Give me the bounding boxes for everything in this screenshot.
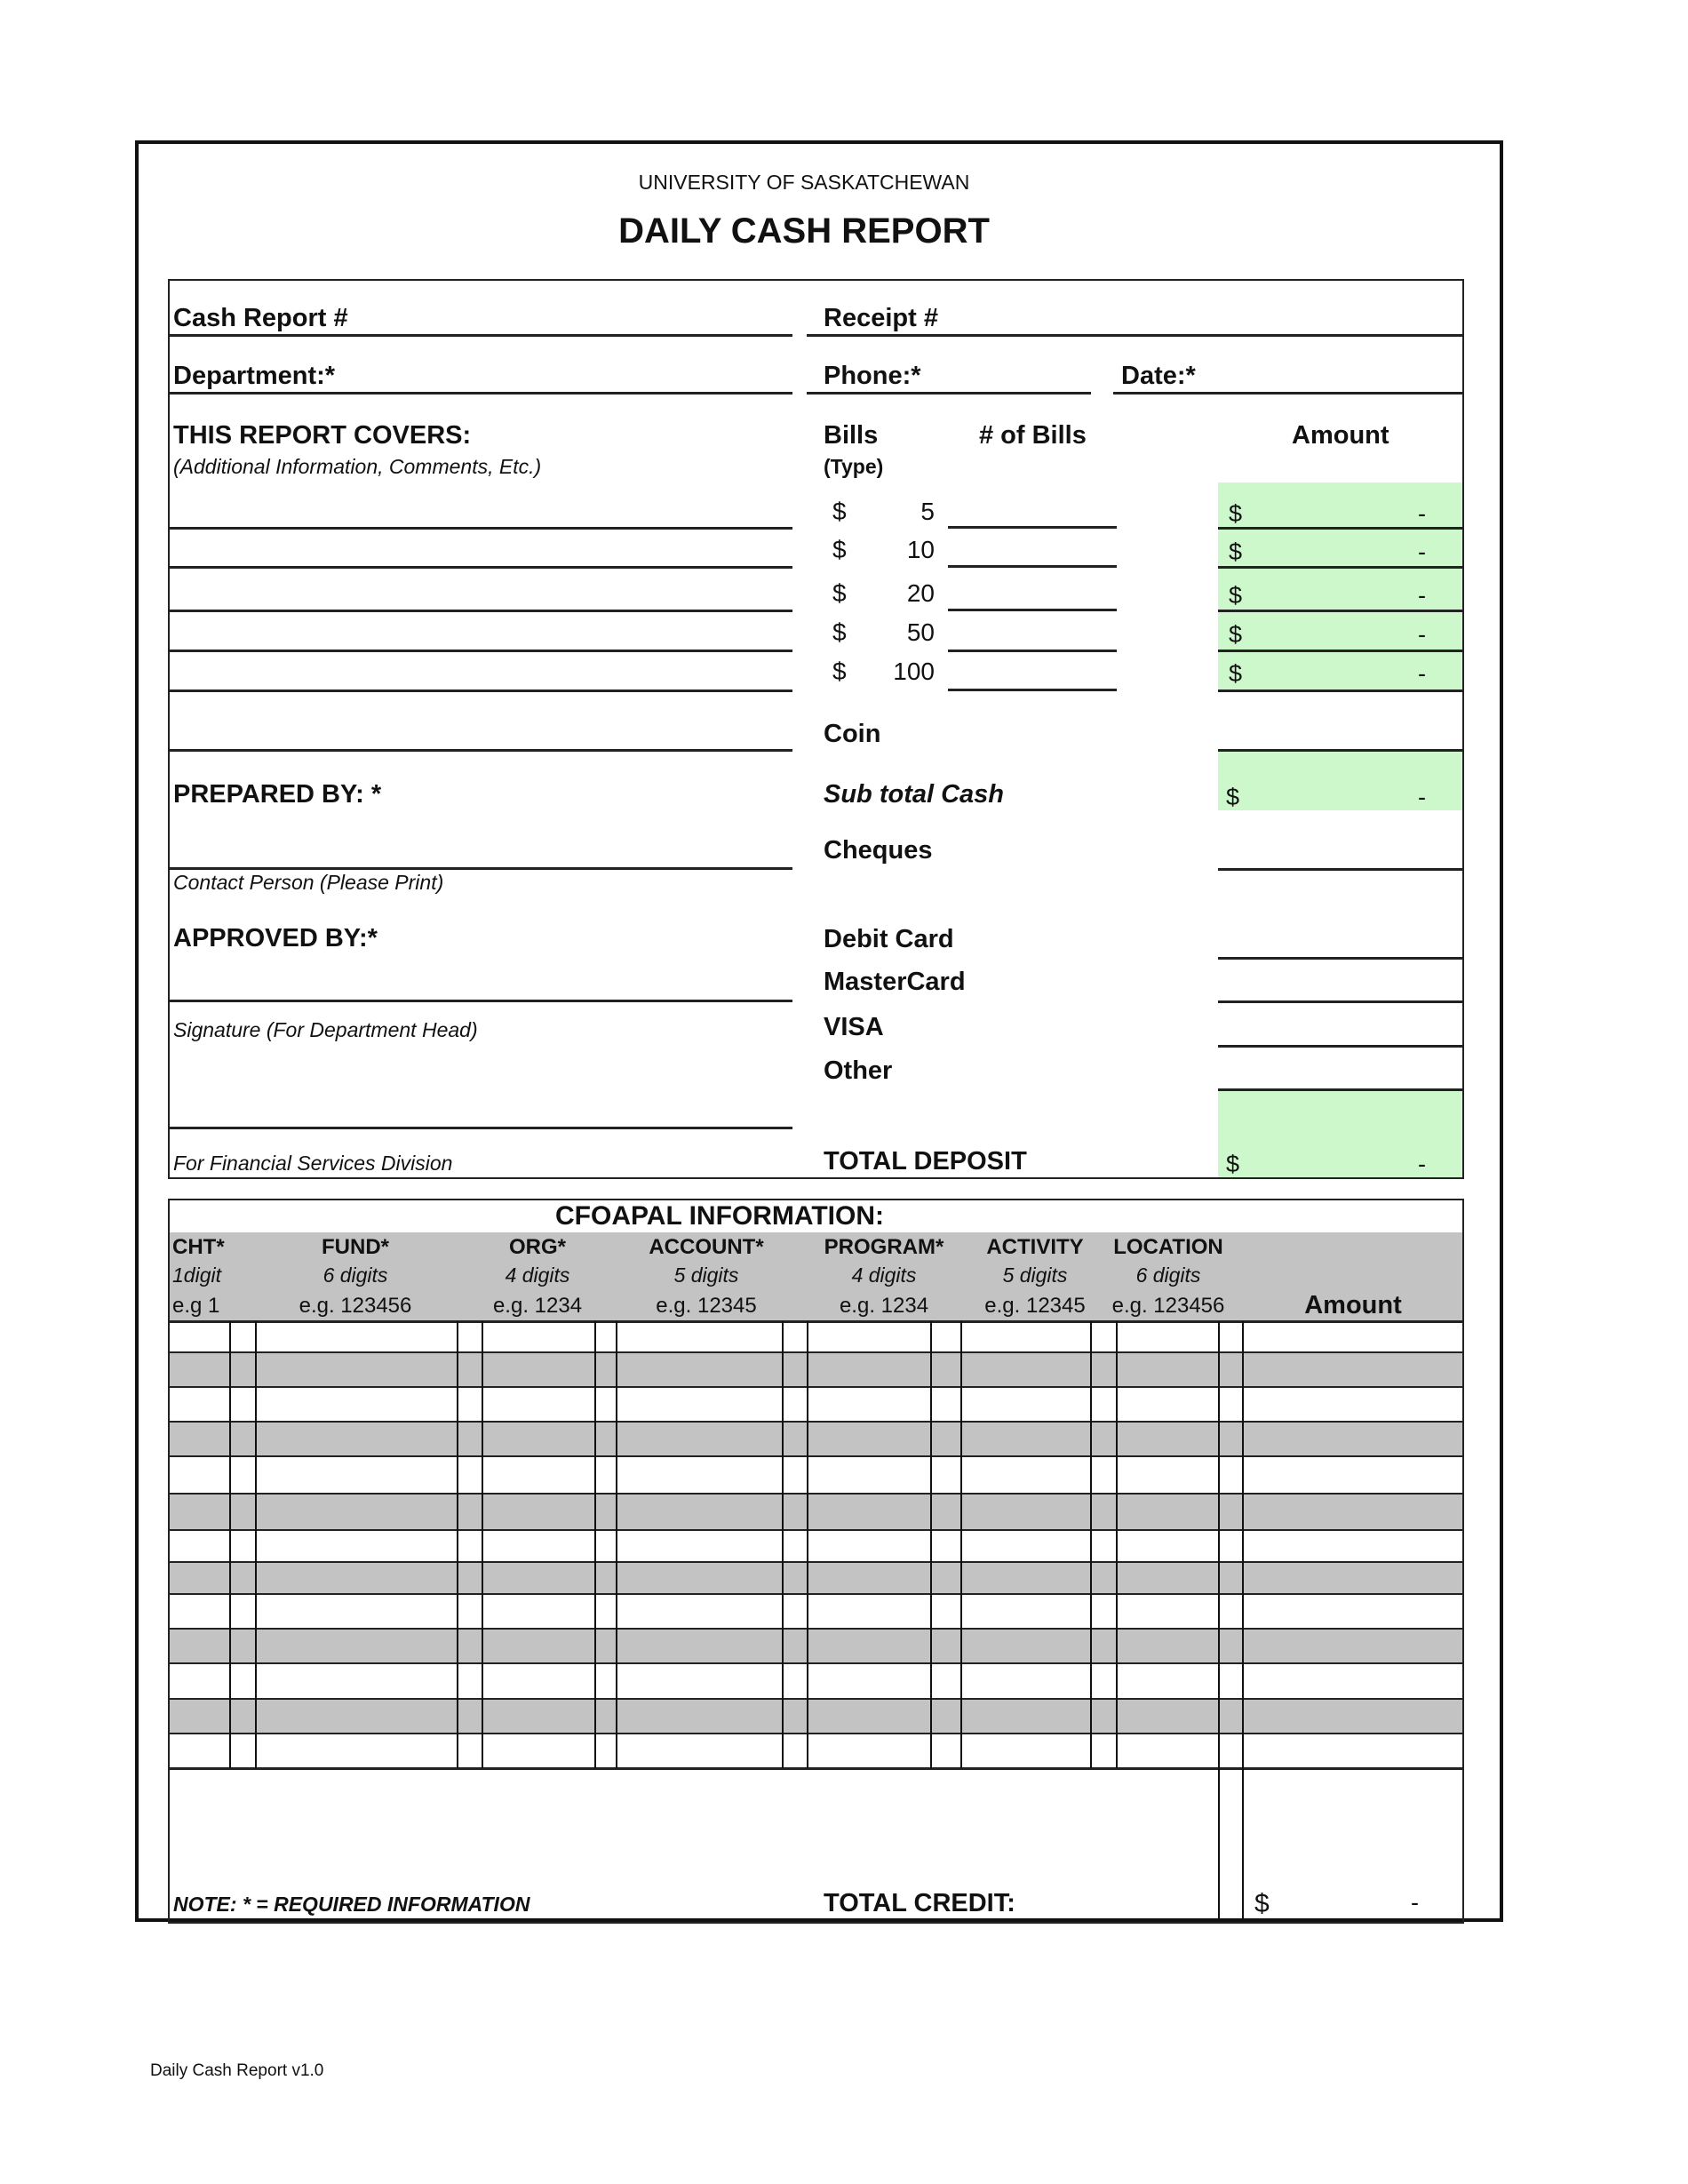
- cheques-underline: [1218, 868, 1464, 871]
- column-divider: [229, 1321, 231, 1768]
- total-credit-label: TOTAL CREDIT:: [824, 1889, 1015, 1917]
- amount-symbol: $: [1229, 621, 1243, 648]
- comments-line-1[interactable]: [169, 490, 791, 526]
- approved-by-label: APPROVED BY:*: [173, 924, 378, 953]
- comments-underline-1: [168, 527, 792, 530]
- subtotal-value: -: [1418, 784, 1426, 810]
- currency-symbol: $: [832, 579, 847, 607]
- program-column-cells[interactable]: [808, 1323, 929, 1766]
- department-label: Department:*: [173, 362, 336, 390]
- column-name: ACCOUNT*: [649, 1235, 764, 1259]
- bills-type-label: (Type): [824, 455, 884, 478]
- account-column-cells[interactable]: [617, 1323, 781, 1766]
- signature-caption: Signature (For Department Head): [173, 1018, 478, 1041]
- column-name: ORG*: [508, 1235, 566, 1259]
- total-credit-value: -: [1411, 1889, 1419, 1916]
- comments-underline-5: [168, 689, 792, 692]
- subtotal-label: Sub total Cash: [824, 780, 1005, 809]
- column-divider: [782, 1321, 784, 1768]
- column-digits: 6 digits: [322, 1263, 388, 1287]
- amount-underline: [1218, 527, 1464, 530]
- visa-amount-input[interactable]: [1218, 1003, 1462, 1044]
- org-column-cells[interactable]: [483, 1323, 593, 1766]
- column-name: LOCATION: [1113, 1235, 1223, 1259]
- coin-amount-input[interactable]: [1218, 693, 1462, 748]
- currency-symbol: $: [832, 536, 847, 563]
- form-version-footer: Daily Cash Report v1.0: [150, 2061, 324, 2080]
- other-amount-input[interactable]: [1218, 1048, 1462, 1088]
- activity-column-cells[interactable]: [962, 1323, 1089, 1766]
- page-title: DAILY CASH REPORT: [618, 211, 990, 251]
- prepared-by-underline: [168, 867, 792, 870]
- mastercard-amount-input[interactable]: [1218, 960, 1462, 1000]
- bill-count-underline: [948, 565, 1117, 568]
- column-header-amount: Amount: [1304, 1291, 1402, 1319]
- debit-card-amount-input[interactable]: [1218, 906, 1462, 956]
- date-input[interactable]: [1208, 355, 1457, 391]
- column-divider: [594, 1321, 596, 1768]
- debit-card-label: Debit Card: [824, 925, 954, 953]
- comments-underline-4: [168, 650, 792, 652]
- column-divider: [457, 1321, 458, 1768]
- financial-services-underline: [168, 1127, 792, 1129]
- column-divider: [930, 1321, 932, 1768]
- institution-name: UNIVERSITY OF SASKATCHEWAN: [638, 171, 970, 194]
- date-underline: [1113, 392, 1464, 395]
- column-digits: 1digit: [172, 1263, 221, 1287]
- approved-by-underline: [168, 1000, 792, 1002]
- column-digits: 5 digits: [673, 1263, 739, 1287]
- column-digits: 4 digits: [505, 1263, 570, 1287]
- amount-symbol: $: [1229, 500, 1243, 527]
- prepared-by-input[interactable]: [169, 822, 791, 866]
- currency-symbol: $: [832, 618, 847, 646]
- subtotal-symbol: $: [1226, 784, 1240, 810]
- prepared-by-label: PREPARED BY: *: [173, 780, 382, 809]
- column-example: e.g. 1234: [839, 1294, 929, 1318]
- cfoapal-title: CFOAPAL INFORMATION:: [555, 1201, 884, 1231]
- bill-amount-value: -: [1418, 660, 1426, 687]
- comments-underline-3: [168, 610, 792, 612]
- bill-count-label: # of Bills: [979, 421, 1087, 450]
- bill-count-underline: [948, 609, 1117, 611]
- column-name: CHT*: [172, 1235, 225, 1259]
- amount-symbol: $: [1229, 660, 1243, 687]
- bill-count-input-50[interactable]: [948, 613, 1117, 649]
- approved-by-signature-input[interactable]: [169, 955, 791, 1000]
- cheques-label: Cheques: [824, 836, 933, 865]
- cht-column-cells[interactable]: [170, 1323, 228, 1766]
- fund-column-cells[interactable]: [257, 1323, 456, 1766]
- bill-count-underline: [948, 650, 1117, 652]
- cash-report-label: Cash Report #: [173, 304, 348, 332]
- bill-denomination: 20: [906, 579, 935, 607]
- total-deposit-symbol: $: [1226, 1151, 1240, 1177]
- location-column-cells[interactable]: [1118, 1323, 1217, 1766]
- amount-underline: [1218, 689, 1464, 692]
- report-covers-title: THIS REPORT COVERS:: [173, 421, 472, 450]
- receipt-underline: [807, 334, 1464, 337]
- phone-input[interactable]: [933, 355, 1088, 391]
- contact-person-caption: Contact Person (Please Print): [173, 871, 444, 894]
- bill-denomination: 50: [906, 618, 935, 646]
- amount-underline: [1218, 610, 1464, 612]
- phone-underline: [807, 392, 1091, 395]
- amount-underline: [1218, 650, 1464, 652]
- financial-services-input[interactable]: [169, 1084, 791, 1127]
- date-label: Date:*: [1121, 362, 1196, 390]
- comments-underline-2: [168, 566, 792, 569]
- bill-count-underline: [948, 526, 1117, 529]
- bill-count-input-5[interactable]: [948, 490, 1117, 526]
- column-name: PROGRAM*: [824, 1235, 944, 1259]
- other-label: Other: [824, 1056, 893, 1085]
- comments-line-6[interactable]: [169, 693, 791, 748]
- column-example: e.g. 123456: [1111, 1294, 1225, 1318]
- department-input[interactable]: [346, 355, 791, 391]
- report-covers-subtitle: (Additional Information, Comments, Etc.): [173, 455, 542, 478]
- column-example: e.g. 12345: [984, 1294, 1086, 1318]
- visa-label: VISA: [824, 1013, 884, 1041]
- bills-label: Bills: [824, 421, 879, 450]
- column-divider: [1218, 1321, 1220, 1922]
- column-digits: 5 digits: [1002, 1263, 1068, 1287]
- total-credit-symbol: $: [1254, 1889, 1270, 1918]
- table-bottom-rule: [168, 1767, 1464, 1770]
- receipt-label: Receipt #: [824, 304, 938, 332]
- total-deposit-value: -: [1418, 1151, 1426, 1177]
- amount-column-cells[interactable]: [1244, 1323, 1461, 1766]
- bill-amount-value: -: [1418, 582, 1426, 609]
- bill-count-input-100[interactable]: [948, 653, 1117, 689]
- cash-report-underline: [168, 334, 792, 337]
- bill-amount-value: -: [1418, 621, 1426, 648]
- currency-symbol: $: [832, 498, 847, 525]
- mastercard-label: MasterCard: [824, 968, 966, 996]
- bill-amount-value: -: [1418, 538, 1426, 565]
- comments-underline-6: [168, 749, 792, 752]
- bill-count-input-20[interactable]: [948, 570, 1117, 609]
- comments-line-4[interactable]: [169, 613, 791, 649]
- amount-underline: [1218, 566, 1464, 569]
- bill-denomination: 5: [920, 498, 935, 525]
- amount-symbol: $: [1229, 538, 1243, 565]
- amount-symbol: $: [1229, 582, 1243, 609]
- comments-line-3[interactable]: [169, 570, 791, 609]
- column-divider: [1090, 1321, 1092, 1768]
- bill-denomination: 100: [893, 658, 935, 685]
- column-name: ACTIVITY: [986, 1235, 1084, 1259]
- column-name: FUND*: [322, 1235, 389, 1259]
- bill-amount-value: -: [1418, 500, 1426, 527]
- bill-denomination: 10: [906, 536, 935, 563]
- amount-label: Amount: [1292, 421, 1389, 450]
- cheques-amount-input[interactable]: [1218, 813, 1462, 868]
- coin-label: Coin: [824, 720, 881, 748]
- required-note: NOTE: * = REQUIRED INFORMATION: [173, 1893, 530, 1916]
- comments-line-2[interactable]: [169, 530, 791, 566]
- phone-label: Phone:*: [824, 362, 921, 390]
- department-underline: [168, 392, 792, 395]
- financial-services-caption: For Financial Services Division: [173, 1152, 453, 1175]
- receipt-input[interactable]: [951, 299, 1457, 334]
- currency-symbol: $: [832, 658, 847, 685]
- total-deposit-label: TOTAL DEPOSIT: [824, 1147, 1027, 1176]
- column-example: e.g. 12345: [656, 1294, 757, 1318]
- bill-count-input-10[interactable]: [948, 530, 1117, 566]
- column-digits: 4 digits: [851, 1263, 917, 1287]
- column-example: e.g. 123456: [299, 1294, 412, 1318]
- comments-line-5[interactable]: [169, 653, 791, 689]
- bill-count-underline: [948, 689, 1117, 691]
- column-digits: 6 digits: [1135, 1263, 1201, 1287]
- cash-report-input[interactable]: [355, 299, 791, 334]
- column-example: e.g. 1234: [492, 1294, 583, 1318]
- column-example: e.g 1: [172, 1294, 220, 1318]
